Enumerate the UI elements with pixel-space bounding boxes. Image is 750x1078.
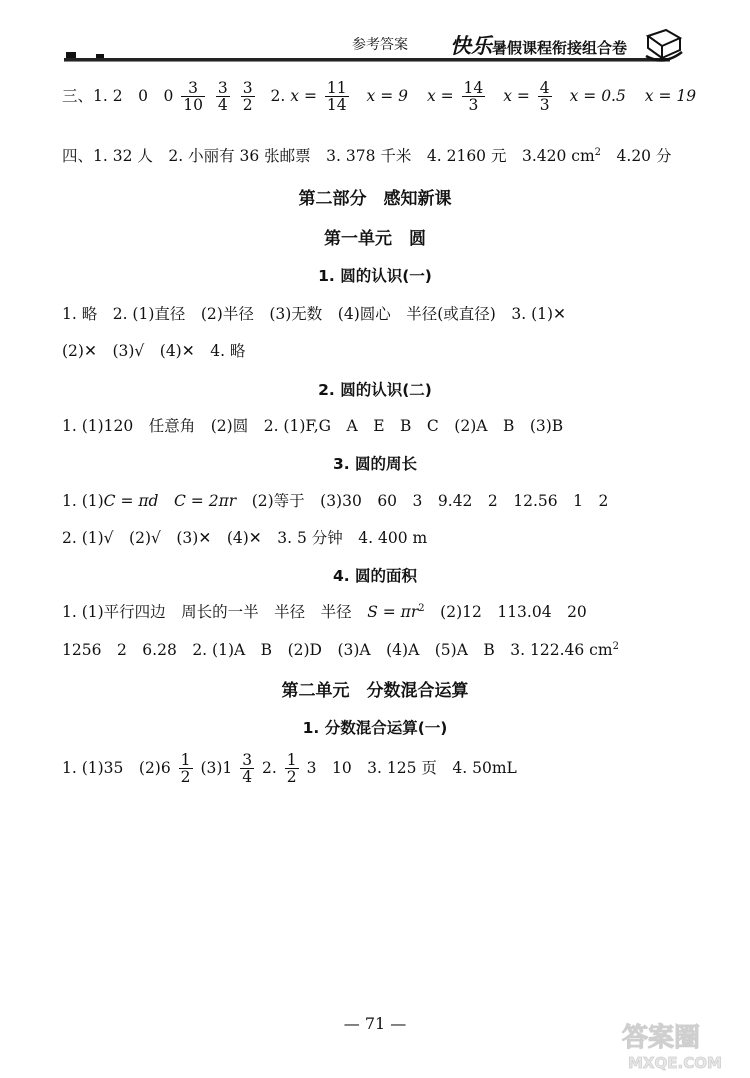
header-label: 参考答案 <box>352 37 408 53</box>
lesson2-title: 2. 圆的认识(二) <box>318 381 432 399</box>
brand-big: 快乐 <box>450 34 492 58</box>
watermark-text: 答案圈 <box>622 1023 701 1053</box>
lesson3-line2: 2. (1)√ (2)√ (3)✕ (4)✕ 3. 5 分钟 4. 400 m <box>62 529 428 547</box>
lesson3-line1 <box>62 489 608 511</box>
book-logo-icon <box>644 26 684 62</box>
fraction: $\frac{3}{10}$ <box>183 79 203 115</box>
fraction: $\frac{3}{4}$ <box>217 79 228 115</box>
answer-line-4 <box>62 144 671 166</box>
part-title: 第二部分 感知新课 <box>298 189 452 209</box>
u2-part-a: 1. (1)35 (2)6 <box>62 758 171 777</box>
unit2-lesson1-title: 1. 分数混合运算(一) <box>302 719 448 737</box>
x-value: x = 9 <box>366 86 408 105</box>
u2-part-d: 3 10 3. 125 页 4. 50mL <box>306 758 517 777</box>
lesson1-title: 1. 圆的认识(一) <box>318 267 432 285</box>
unit2-lesson1-line1 <box>62 752 517 786</box>
line4-sup: 2 <box>594 146 602 158</box>
line3-item2: 2. <box>270 86 286 105</box>
fraction: $\frac{3}{4}$ <box>242 751 253 787</box>
answer-line-3: 三、1. 2 0 0 $\frac{3}{10}$ $\frac{3}{4}$ $\frac{3}{2}$ 2. x = $\frac{11}{14}$ x = 9 x = $\frac{14}{3}$ x = $\frac{4}{3}$ x = 0.5 x = 19 <box>62 79 697 115</box>
page-header <box>60 26 690 66</box>
formula-circumference-r: C = 2πr <box>174 492 237 510</box>
formula-circumference-d: C = πd <box>103 492 159 510</box>
lesson1-line1: 1. 略 2. (1)直径 (2)半径 (3)无数 (4)圆心 半径(或直径) 3. (1)✕ <box>62 305 567 323</box>
watermark-url: MXQE.COM <box>628 1054 722 1072</box>
lesson2-line1: 1. (1)120 任意角 (2)圆 2. (1)F,G A E B C (2)A B (3)B <box>62 417 564 435</box>
brand-small: 暑假课程衔接组合卷 <box>492 39 628 57</box>
line4-text: 四、1. 32 人 2. 小丽有 36 张邮票 3. 378 千米 4. 2160 元 3.420 cm <box>62 147 595 165</box>
lesson4-line1-b: (2)12 113.04 20 <box>440 603 587 621</box>
lesson4-line1 <box>62 600 587 622</box>
lesson3-title: 3. 圆的周长 <box>332 455 418 473</box>
u2-part-c: 2. <box>262 758 277 777</box>
fraction: $\frac{11}{14}$ <box>326 79 347 115</box>
x-value: x = 0.5 <box>569 86 626 105</box>
fraction: $\frac{4}{3}$ <box>539 79 550 115</box>
unit2-title: 第二单元 分数混合运算 <box>281 681 469 701</box>
fraction: $\frac{1}{2}$ <box>286 751 297 787</box>
u2-part-b: (3)1 <box>200 758 233 777</box>
lesson4-title: 4. 圆的面积 <box>332 567 418 585</box>
lesson4-line2-text: 1256 2 6.28 2. (1)A B (2)D (3)A (4)A (5)A B 3. 122.46 cm <box>62 641 613 659</box>
formula-area: S = πr <box>367 603 419 621</box>
lesson3-line1-b: (2)等于 (3)30 60 3 9.42 2 12.56 1 2 <box>251 492 609 510</box>
lesson4-line2-sup: 2 <box>612 640 619 652</box>
lesson1-line2: (2)✕ (3)√ (4)✕ 4. 略 <box>62 342 246 360</box>
page-number: — 71 — <box>343 1014 407 1033</box>
lesson4-line2 <box>62 638 619 660</box>
header-brand <box>450 30 627 60</box>
x-value: x = 19 <box>644 86 697 105</box>
unit1-title: 第一单元 圆 <box>324 229 426 249</box>
line3-prefix: 三、1. 2 0 0 <box>62 86 174 105</box>
line4-tail: 4.20 分 <box>601 147 672 165</box>
watermark-logo <box>618 1016 744 1072</box>
fraction: $\frac{1}{2}$ <box>180 751 191 787</box>
fraction: $\frac{14}{3}$ <box>463 79 484 115</box>
formula-area-sup: 2 <box>418 602 425 614</box>
lesson4-line1-a: 1. (1)平行四边 周长的一半 半径 半径 <box>62 603 352 621</box>
lesson3-line1-a: 1. (1) <box>62 492 104 510</box>
fraction: $\frac{3}{2}$ <box>242 79 253 115</box>
